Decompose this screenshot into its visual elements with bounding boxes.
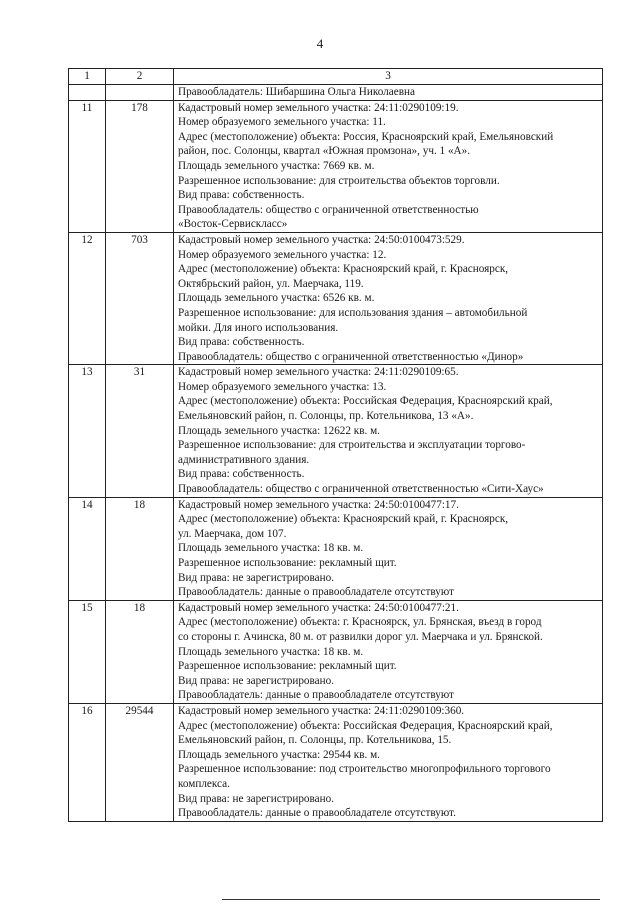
row-number: 15 — [69, 600, 106, 703]
column-header-2: 2 — [106, 69, 174, 85]
description-line: Площадь земельного участка: 6526 кв. м. — [178, 292, 375, 305]
description-line: Правообладатель: общество с ограниченной ответственностью — [178, 203, 479, 216]
row-description — [174, 600, 603, 703]
description-line: Правообладатель: общество с ограниченной ответственностью «Сити-Хаус» — [178, 483, 544, 496]
description-line: Вид права: собственность. — [178, 189, 305, 202]
description-line: Правообладатель: данные о правообладателе отсутствуют. — [178, 807, 456, 820]
description-line: Площадь земельного участка: 7669 кв. м. — [178, 159, 375, 172]
description-line: Номер образуемого земельного участка: 11. — [178, 116, 386, 129]
description-line: Вид права: собственность. — [178, 468, 305, 481]
column-header-3: 3 — [174, 69, 603, 85]
row-number: 14 — [69, 497, 106, 600]
description-line: Номер образуемого земельного участка: 12. — [178, 248, 387, 261]
table-row — [69, 100, 603, 232]
description-line: Кадастровый номер земельного участка: 24:11:0290109:19. — [178, 101, 459, 114]
description-line: Адрес (местоположение) объекта: г. Красноярск, ул. Брянская, въезд в город — [178, 616, 542, 629]
row-description — [174, 365, 603, 497]
continuation-owner — [174, 85, 603, 101]
row-description — [174, 703, 603, 821]
row-number: 11 — [69, 100, 106, 232]
table-row — [69, 600, 603, 703]
description-line: Адрес (местоположение) объекта: Россия, Красноярский край, Емельяновский — [178, 130, 554, 143]
row-area-value: 31 — [106, 365, 174, 497]
table-row — [69, 497, 603, 600]
description-line: Площадь земельного участка: 29544 кв. м. — [178, 748, 380, 761]
row-area-value: 18 — [106, 497, 174, 600]
description-line: Адрес (местоположение) объекта: Красноярский край, г. Красноярск, — [178, 513, 509, 526]
description-line: Кадастровый номер земельного участка: 24:50:0100477:21. — [178, 601, 459, 614]
description-line: Площадь земельного участка: 18 кв. м. — [178, 645, 364, 658]
description-line: Емельяновский район, п. Солонцы, пр. Котельникова, 15. — [178, 734, 452, 747]
description-line: Вид права: не зарегистрировано. — [178, 571, 334, 584]
continuation-cell-2 — [106, 85, 174, 101]
row-description — [174, 100, 603, 232]
table-header-row — [69, 69, 603, 85]
description-line: Площадь земельного участка: 12622 кв. м. — [178, 424, 380, 437]
row-description — [174, 497, 603, 600]
description-line: Емельяновский район, п. Солонцы, пр. Котельникова, 13 «А». — [178, 410, 474, 423]
table-body — [69, 85, 603, 822]
description-line: Правообладатель: данные о правообладателе отсутствуют — [178, 586, 454, 599]
column-header-1: 1 — [69, 69, 106, 85]
description-line: со стороны г. Ачинска, 80 м. от развилки дорог ул. Маерчака и ул. Брянской. — [178, 630, 543, 643]
description-line: мойки. Для иного использования. — [178, 321, 339, 334]
continuation-owner-text: Правообладатель: Шибаршина Ольга Николаевна — [178, 86, 415, 98]
description-line: Кадастровый номер земельного участка: 24:50:0100473:529. — [178, 233, 465, 246]
row-area-value: 29544 — [106, 703, 174, 821]
row-area-value: 18 — [106, 600, 174, 703]
row-area-value: 178 — [106, 100, 174, 232]
description-line: Разрешенное использование: для строительства и эксплуатации торгово- — [178, 439, 526, 452]
row-number: 12 — [69, 232, 106, 364]
description-line: Разрешенное использование: рекламный щит. — [178, 660, 397, 673]
description-line: административного здания. — [178, 453, 310, 466]
description-line: район, пос. Солонцы, квартал «Южная промзона», уч. 1 «А». — [178, 145, 471, 158]
description-line: «Восток-Сервискласс» — [178, 218, 288, 231]
row-area-value: 703 — [106, 232, 174, 364]
description-line: Разрешенное использование: для строительства объектов торговли. — [178, 174, 500, 187]
description-line: Кадастровый номер земельного участка: 24:11:0290109:65. — [178, 366, 459, 379]
row-number: 13 — [69, 365, 106, 497]
continuation-cell-1 — [69, 85, 106, 101]
description-line: Кадастровый номер земельного участка: 24:11:0290109:360. — [178, 704, 465, 717]
footer-rule — [222, 899, 600, 900]
description-line: ул. Маерчака, дом 107. — [178, 527, 287, 540]
description-line: Вид права: не зарегистрировано. — [178, 674, 334, 687]
description-line: Адрес (местоположение) объекта: Российская Федерация, Красноярский край, — [178, 395, 553, 408]
description-line: Правообладатель: данные о правообладателе отсутствуют — [178, 689, 454, 702]
land-plots-table — [68, 68, 603, 822]
page-number: 4 — [316, 36, 324, 51]
description-line: Номер образуемого земельного участка: 13. — [178, 380, 387, 393]
description-line: Разрешенное использование: рекламный щит. — [178, 557, 397, 569]
table-row — [69, 365, 603, 497]
description-line: Адрес (местоположение) объекта: Красноярский край, г. Красноярск, — [178, 263, 509, 276]
description-line: комплекса. — [178, 777, 230, 790]
description-line: Площадь земельного участка: 18 кв. м. — [178, 542, 364, 555]
description-line: Вид права: собственность. — [178, 336, 305, 349]
description-line: Разрешенное использование: под строительство многопрофильного торгового — [178, 763, 551, 776]
table-row — [69, 232, 603, 364]
continuation-row — [69, 85, 603, 101]
description-line: Правообладатель: общество с ограниченной ответственностью «Динор» — [178, 350, 524, 363]
description-line: Адрес (местоположение) объекта: Российская Федерация, Красноярский край, — [178, 719, 553, 732]
description-line: Кадастровый номер земельного участка: 24:50:0100477:17. — [178, 498, 459, 511]
description-line: Разрешенное использование: для использования здания – автомобильной — [178, 306, 528, 319]
description-line: Октябрьский район, ул. Маерчака, 119. — [178, 277, 364, 290]
table-row — [69, 703, 603, 821]
description-line: Вид права: не зарегистрировано. — [178, 792, 334, 805]
row-description — [174, 232, 603, 364]
row-number: 16 — [69, 703, 106, 821]
